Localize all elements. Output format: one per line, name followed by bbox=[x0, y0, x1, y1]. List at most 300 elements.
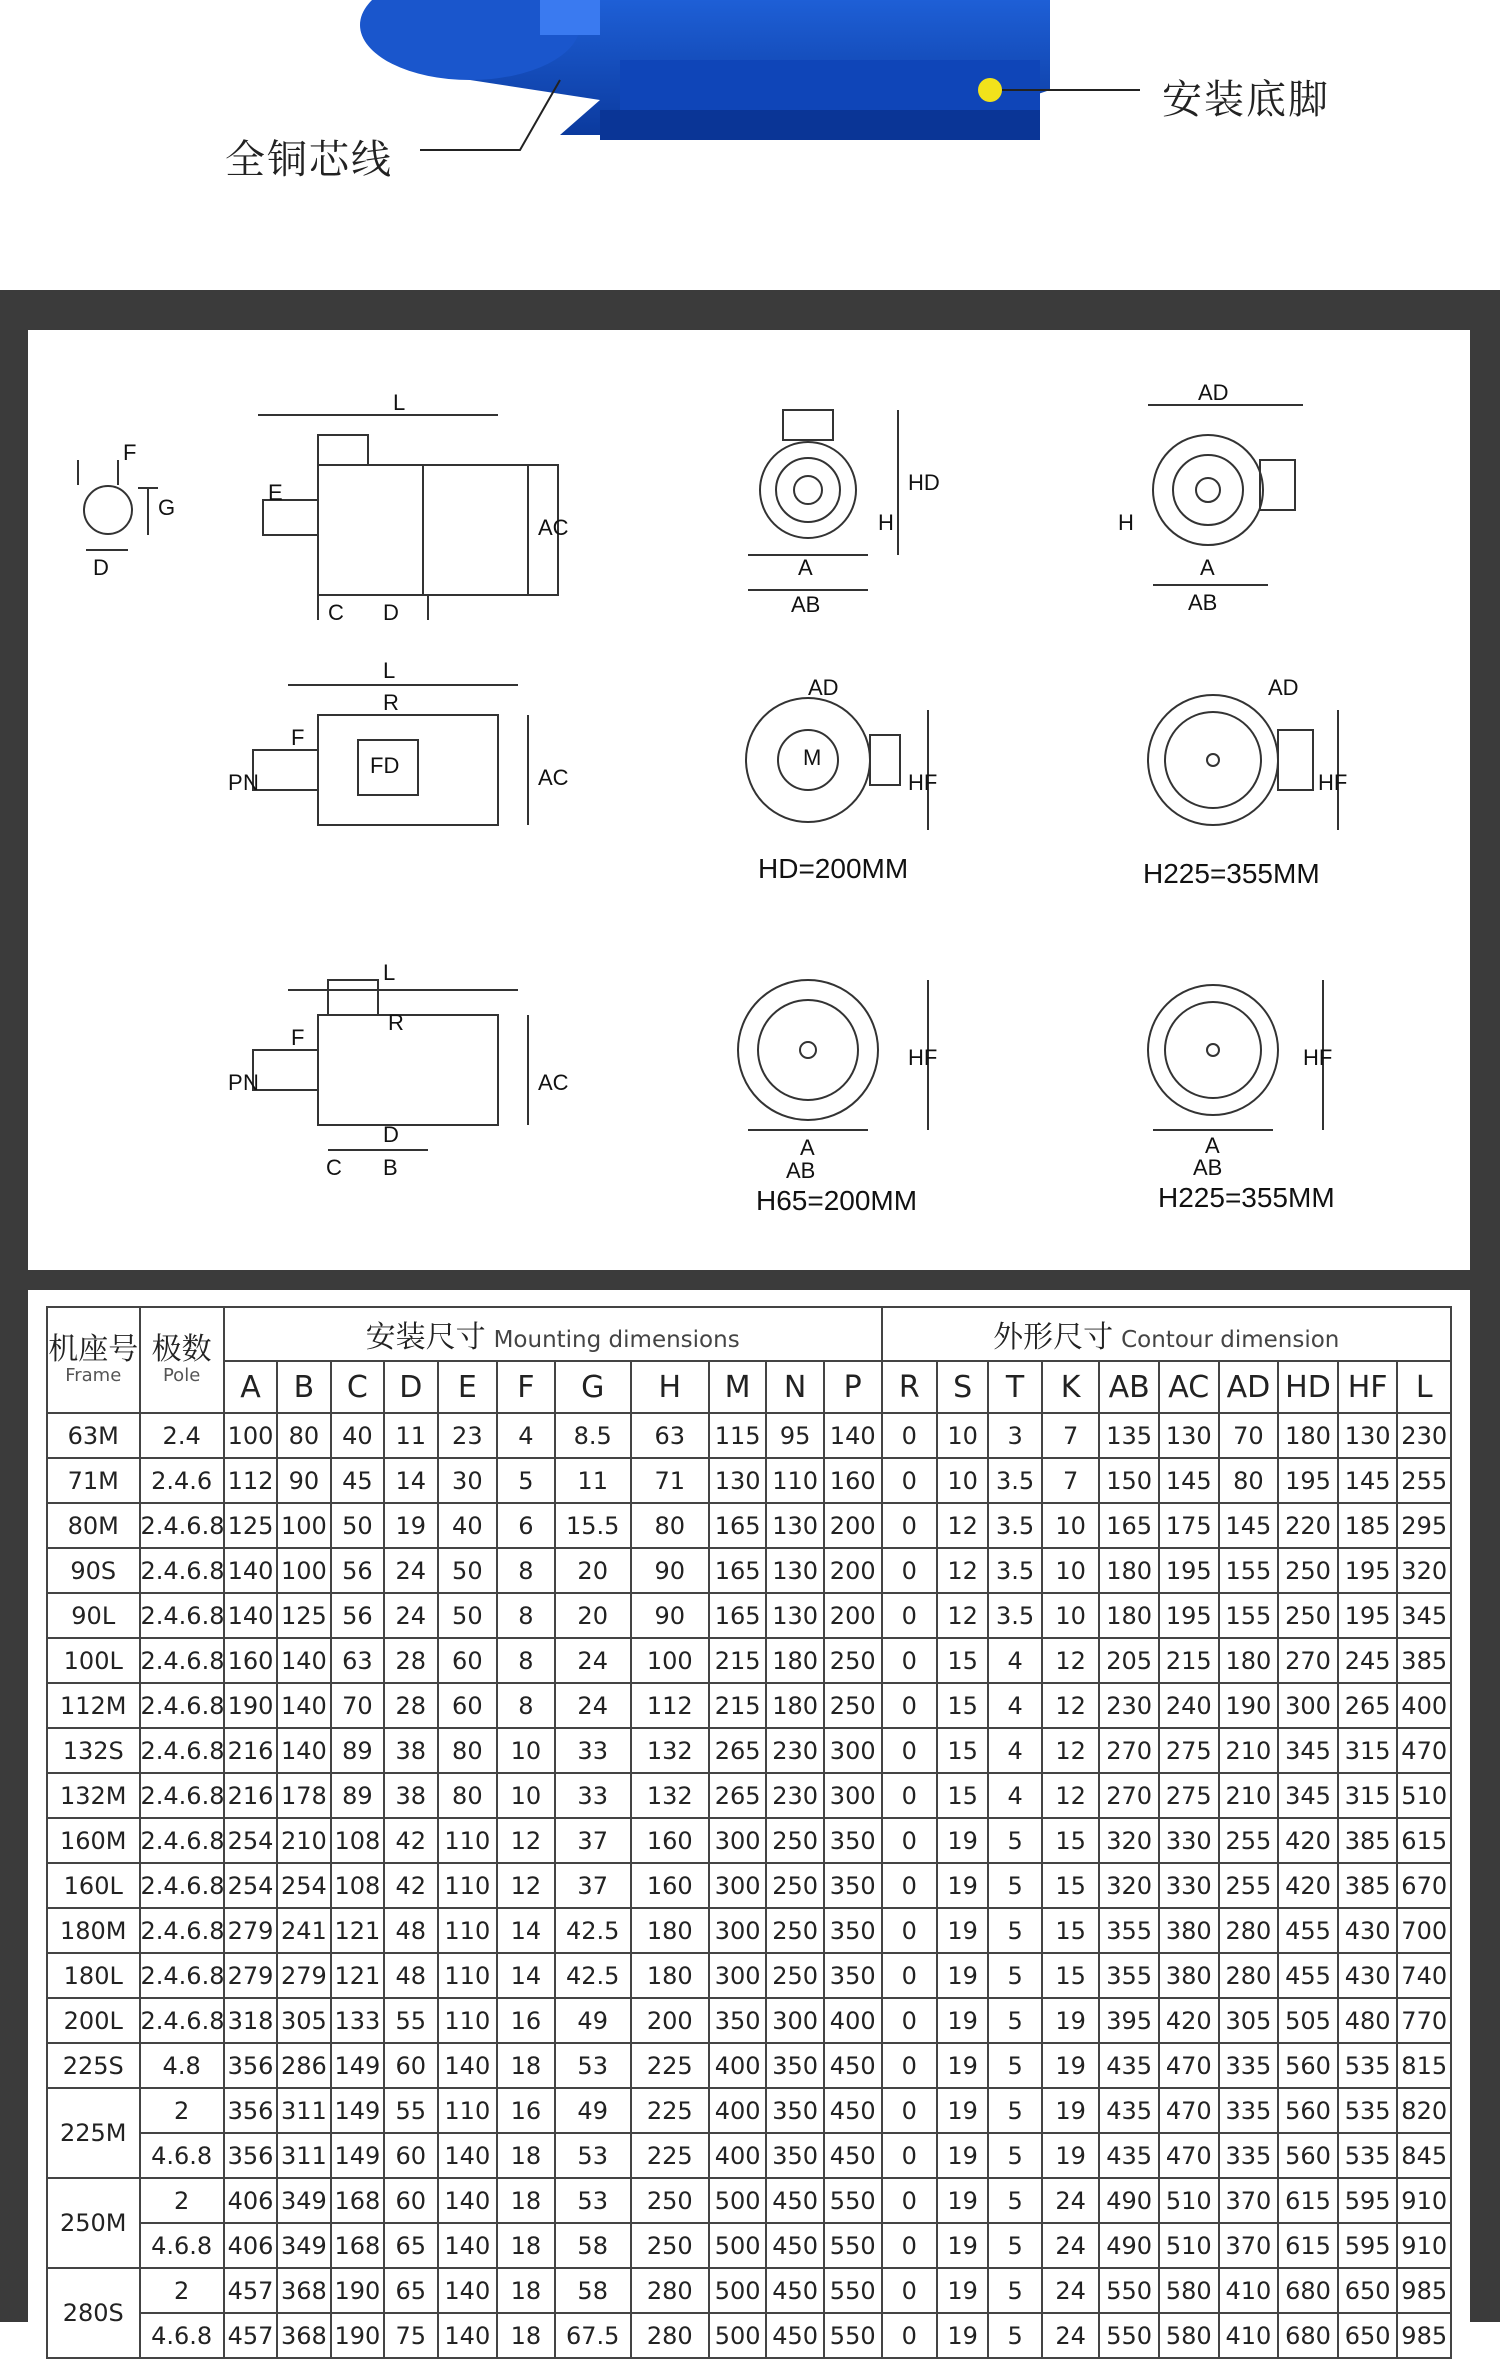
value-cell: 15 bbox=[1042, 1863, 1100, 1908]
frame-cell: 225M bbox=[47, 2088, 140, 2178]
value-cell: 28 bbox=[384, 1638, 437, 1683]
dim-C-1: C bbox=[328, 600, 344, 625]
pole-cell: 4.8 bbox=[140, 2043, 224, 2088]
value-cell: 12 bbox=[497, 1863, 555, 1908]
column-header: E bbox=[438, 1361, 498, 1413]
value-cell: 18 bbox=[497, 2313, 555, 2358]
value-cell: 490 bbox=[1099, 2223, 1159, 2268]
dim-B: B bbox=[383, 1155, 398, 1180]
dim-F: F bbox=[123, 440, 137, 465]
value-cell: 300 bbox=[709, 1953, 767, 1998]
value-cell: 16 bbox=[497, 2088, 555, 2133]
value-cell: 450 bbox=[766, 2268, 824, 2313]
value-cell: 18 bbox=[497, 2268, 555, 2313]
value-cell: 510 bbox=[1159, 2178, 1219, 2223]
value-cell: 10 bbox=[497, 1773, 555, 1818]
value-cell: 8 bbox=[497, 1548, 555, 1593]
value-cell: 315 bbox=[1338, 1773, 1398, 1818]
value-cell: 349 bbox=[277, 2178, 330, 2223]
value-cell: 100 bbox=[277, 1503, 330, 1548]
value-cell: 300 bbox=[1278, 1683, 1338, 1728]
value-cell: 0 bbox=[882, 2043, 938, 2088]
column-header: F bbox=[497, 1361, 555, 1413]
frame-cell: 90L bbox=[47, 1593, 140, 1638]
value-cell: 0 bbox=[882, 2088, 938, 2133]
value-cell: 265 bbox=[709, 1773, 767, 1818]
pole-header: 极数 Pole bbox=[140, 1307, 224, 1413]
value-cell: 108 bbox=[331, 1818, 384, 1863]
value-cell: 12 bbox=[1042, 1728, 1100, 1773]
value-cell: 110 bbox=[438, 1908, 498, 1953]
value-cell: 450 bbox=[766, 2223, 824, 2268]
value-cell: 480 bbox=[1338, 1998, 1398, 2043]
value-cell: 19 bbox=[1042, 2043, 1100, 2088]
value-cell: 335 bbox=[1219, 2043, 1279, 2088]
value-cell: 550 bbox=[824, 2313, 882, 2358]
caption-h65: H65=200MM bbox=[756, 1185, 918, 1216]
value-cell: 5 bbox=[497, 1458, 555, 1503]
value-cell: 680 bbox=[1278, 2268, 1338, 2313]
value-cell: 280 bbox=[1219, 1953, 1279, 1998]
value-cell: 700 bbox=[1397, 1908, 1451, 1953]
value-cell: 254 bbox=[224, 1863, 277, 1908]
dim-AD-1: AD bbox=[1198, 380, 1229, 405]
value-cell: 406 bbox=[224, 2223, 277, 2268]
value-cell: 140 bbox=[277, 1638, 330, 1683]
value-cell: 241 bbox=[277, 1908, 330, 1953]
value-cell: 770 bbox=[1397, 1998, 1451, 2043]
value-cell: 60 bbox=[384, 2133, 437, 2178]
value-cell: 450 bbox=[824, 2133, 882, 2178]
value-cell: 200 bbox=[824, 1548, 882, 1593]
value-cell: 80 bbox=[277, 1413, 330, 1458]
value-cell: 5 bbox=[988, 2133, 1041, 2178]
value-cell: 19 bbox=[937, 2088, 988, 2133]
value-cell: 330 bbox=[1159, 1863, 1219, 1908]
value-cell: 89 bbox=[331, 1728, 384, 1773]
dim-F-2: F bbox=[291, 725, 305, 750]
value-cell: 80 bbox=[1219, 1458, 1279, 1503]
value-cell: 15 bbox=[937, 1683, 988, 1728]
frame-cell: 112M bbox=[47, 1683, 140, 1728]
value-cell: 615 bbox=[1278, 2178, 1338, 2223]
value-cell: 205 bbox=[1099, 1638, 1159, 1683]
value-cell: 470 bbox=[1159, 2088, 1219, 2133]
value-cell: 215 bbox=[1159, 1638, 1219, 1683]
value-cell: 215 bbox=[709, 1683, 767, 1728]
dim-AB-4: AB bbox=[1193, 1155, 1223, 1180]
value-cell: 5 bbox=[988, 2043, 1041, 2088]
motor-photo-section bbox=[0, 0, 1500, 290]
value-cell: 5 bbox=[988, 1908, 1041, 1953]
value-cell: 490 bbox=[1099, 2178, 1159, 2223]
value-cell: 250 bbox=[766, 1953, 824, 1998]
value-cell: 24 bbox=[555, 1683, 631, 1728]
table-row bbox=[47, 2043, 1451, 2088]
frame-header: 机座号 Frame bbox=[47, 1307, 140, 1413]
dim-R-2: R bbox=[388, 1010, 404, 1035]
value-cell: 550 bbox=[824, 2223, 882, 2268]
pole-cell: 2.4.6.8 bbox=[140, 1818, 224, 1863]
value-cell: 110 bbox=[438, 2088, 498, 2133]
value-cell: 345 bbox=[1278, 1728, 1338, 1773]
value-cell: 53 bbox=[555, 2043, 631, 2088]
value-cell: 455 bbox=[1278, 1908, 1338, 1953]
value-cell: 356 bbox=[224, 2043, 277, 2088]
value-cell: 535 bbox=[1338, 2043, 1398, 2088]
value-cell: 355 bbox=[1099, 1908, 1159, 1953]
value-cell: 16 bbox=[497, 1998, 555, 2043]
value-cell: 0 bbox=[882, 1683, 938, 1728]
value-cell: 145 bbox=[1219, 1503, 1279, 1548]
value-cell: 215 bbox=[709, 1638, 767, 1683]
value-cell: 149 bbox=[331, 2088, 384, 2133]
value-cell: 345 bbox=[1278, 1773, 1338, 1818]
value-cell: 70 bbox=[331, 1683, 384, 1728]
value-cell: 140 bbox=[438, 2223, 498, 2268]
value-cell: 400 bbox=[824, 1998, 882, 2043]
value-cell: 0 bbox=[882, 1863, 938, 1908]
pole-cell: 2.4.6.8 bbox=[140, 1548, 224, 1593]
value-cell: 24 bbox=[1042, 2313, 1100, 2358]
value-cell: 335 bbox=[1219, 2133, 1279, 2178]
value-cell: 130 bbox=[766, 1593, 824, 1638]
value-cell: 24 bbox=[1042, 2223, 1100, 2268]
value-cell: 435 bbox=[1099, 2088, 1159, 2133]
value-cell: 455 bbox=[1278, 1953, 1338, 1998]
value-cell: 19 bbox=[1042, 2133, 1100, 2178]
value-cell: 19 bbox=[937, 2178, 988, 2223]
value-cell: 18 bbox=[497, 2133, 555, 2178]
value-cell: 300 bbox=[766, 1998, 824, 2043]
value-cell: 75 bbox=[384, 2313, 437, 2358]
value-cell: 195 bbox=[1278, 1458, 1338, 1503]
column-header: R bbox=[882, 1361, 938, 1413]
value-cell: 450 bbox=[824, 2088, 882, 2133]
value-cell: 56 bbox=[331, 1548, 384, 1593]
value-cell: 535 bbox=[1338, 2133, 1398, 2178]
value-cell: 315 bbox=[1338, 1728, 1398, 1773]
value-cell: 24 bbox=[1042, 2178, 1100, 2223]
value-cell: 410 bbox=[1219, 2313, 1279, 2358]
value-cell: 5 bbox=[988, 2313, 1041, 2358]
value-cell: 12 bbox=[1042, 1638, 1100, 1683]
value-cell: 130 bbox=[709, 1458, 767, 1503]
value-cell: 100 bbox=[631, 1638, 709, 1683]
value-cell: 200 bbox=[824, 1593, 882, 1638]
value-cell: 220 bbox=[1278, 1503, 1338, 1548]
value-cell: 42 bbox=[384, 1863, 437, 1908]
value-cell: 140 bbox=[438, 2313, 498, 2358]
value-cell: 356 bbox=[224, 2133, 277, 2178]
value-cell: 0 bbox=[882, 1503, 938, 1548]
value-cell: 19 bbox=[384, 1503, 437, 1548]
value-cell: 355 bbox=[1099, 1953, 1159, 1998]
value-cell: 110 bbox=[438, 1998, 498, 2043]
pole-cell: 2.4.6.8 bbox=[140, 1998, 224, 2043]
value-cell: 0 bbox=[882, 2133, 938, 2178]
value-cell: 845 bbox=[1397, 2133, 1451, 2178]
value-cell: 160 bbox=[824, 1458, 882, 1503]
column-header: G bbox=[555, 1361, 631, 1413]
value-cell: 450 bbox=[824, 2043, 882, 2088]
value-cell: 3.5 bbox=[988, 1548, 1041, 1593]
value-cell: 49 bbox=[555, 1998, 631, 2043]
value-cell: 615 bbox=[1397, 1818, 1451, 1863]
value-cell: 42.5 bbox=[555, 1953, 631, 1998]
value-cell: 56 bbox=[331, 1593, 384, 1638]
value-cell: 195 bbox=[1159, 1593, 1219, 1638]
value-cell: 190 bbox=[224, 1683, 277, 1728]
value-cell: 400 bbox=[1397, 1683, 1451, 1728]
table-row bbox=[47, 2268, 1451, 2313]
value-cell: 0 bbox=[882, 1548, 938, 1593]
dim-A-4: A bbox=[1205, 1133, 1220, 1158]
dim-AB-1: AB bbox=[791, 592, 821, 617]
value-cell: 58 bbox=[555, 2223, 631, 2268]
value-cell: 165 bbox=[709, 1593, 767, 1638]
value-cell: 230 bbox=[766, 1773, 824, 1818]
value-cell: 3.5 bbox=[988, 1458, 1041, 1503]
table-row bbox=[47, 2133, 1451, 2178]
value-cell: 406 bbox=[224, 2178, 277, 2223]
value-cell: 385 bbox=[1397, 1638, 1451, 1683]
caption-h225-1: H225=355MM bbox=[1143, 858, 1320, 889]
value-cell: 200 bbox=[631, 1998, 709, 2043]
value-cell: 42.5 bbox=[555, 1908, 631, 1953]
value-cell: 19 bbox=[937, 1908, 988, 1953]
value-cell: 10 bbox=[497, 1728, 555, 1773]
dim-L-2: L bbox=[383, 658, 396, 683]
value-cell: 500 bbox=[709, 2313, 767, 2358]
value-cell: 305 bbox=[277, 1998, 330, 2043]
value-cell: 100 bbox=[277, 1548, 330, 1593]
value-cell: 53 bbox=[555, 2133, 631, 2178]
value-cell: 216 bbox=[224, 1773, 277, 1818]
value-cell: 175 bbox=[1159, 1503, 1219, 1548]
value-cell: 50 bbox=[438, 1548, 498, 1593]
table-row bbox=[47, 1863, 1451, 1908]
value-cell: 420 bbox=[1159, 1998, 1219, 2043]
pole-cell: 2.4.6.8 bbox=[140, 1773, 224, 1818]
dim-D-1: D bbox=[383, 600, 399, 625]
value-cell: 180 bbox=[1099, 1593, 1159, 1638]
value-cell: 250 bbox=[1278, 1593, 1338, 1638]
value-cell: 24 bbox=[555, 1638, 631, 1683]
value-cell: 48 bbox=[384, 1908, 437, 1953]
value-cell: 300 bbox=[709, 1818, 767, 1863]
column-header-row bbox=[47, 1361, 1451, 1413]
value-cell: 71 bbox=[631, 1458, 709, 1503]
value-cell: 19 bbox=[1042, 1998, 1100, 2043]
value-cell: 250 bbox=[766, 1818, 824, 1863]
value-cell: 19 bbox=[937, 2268, 988, 2313]
column-header: T bbox=[988, 1361, 1041, 1413]
value-cell: 330 bbox=[1159, 1818, 1219, 1863]
value-cell: 112 bbox=[631, 1683, 709, 1728]
frame-cell: 250M bbox=[47, 2178, 140, 2268]
value-cell: 60 bbox=[384, 2178, 437, 2223]
value-cell: 112 bbox=[224, 1458, 277, 1503]
value-cell: 80 bbox=[631, 1503, 709, 1548]
value-cell: 55 bbox=[384, 1998, 437, 2043]
value-cell: 19 bbox=[937, 1863, 988, 1908]
value-cell: 178 bbox=[277, 1773, 330, 1818]
value-cell: 135 bbox=[1099, 1413, 1159, 1458]
value-cell: 595 bbox=[1338, 2223, 1398, 2268]
value-cell: 90 bbox=[277, 1458, 330, 1503]
value-cell: 15 bbox=[1042, 1818, 1100, 1863]
value-cell: 230 bbox=[766, 1728, 824, 1773]
value-cell: 550 bbox=[1099, 2268, 1159, 2313]
value-cell: 5 bbox=[988, 1818, 1041, 1863]
pole-cell: 2 bbox=[140, 2268, 224, 2313]
table-row bbox=[47, 1503, 1451, 1548]
value-cell: 350 bbox=[824, 1863, 882, 1908]
value-cell: 10 bbox=[937, 1458, 988, 1503]
value-cell: 24 bbox=[1042, 2268, 1100, 2313]
table-row bbox=[47, 1908, 1451, 1953]
pole-cell: 2.4.6.8 bbox=[140, 1863, 224, 1908]
value-cell: 65 bbox=[384, 2223, 437, 2268]
value-cell: 110 bbox=[438, 1953, 498, 1998]
dim-FD: FD bbox=[370, 753, 400, 778]
value-cell: 254 bbox=[277, 1863, 330, 1908]
value-cell: 121 bbox=[331, 1953, 384, 1998]
value-cell: 345 bbox=[1397, 1593, 1451, 1638]
value-cell: 140 bbox=[438, 2268, 498, 2313]
value-cell: 180 bbox=[631, 1908, 709, 1953]
column-header: C bbox=[331, 1361, 384, 1413]
value-cell: 510 bbox=[1397, 1773, 1451, 1818]
dimension-table bbox=[46, 1306, 1452, 2359]
value-cell: 0 bbox=[882, 1593, 938, 1638]
value-cell: 0 bbox=[882, 1458, 938, 1503]
value-cell: 320 bbox=[1099, 1818, 1159, 1863]
dim-R-1: R bbox=[383, 690, 399, 715]
dim-AC-1: AC bbox=[538, 515, 569, 540]
value-cell: 380 bbox=[1159, 1908, 1219, 1953]
dim-HF-4: HF bbox=[1303, 1045, 1333, 1070]
value-cell: 270 bbox=[1099, 1773, 1159, 1818]
value-cell: 450 bbox=[766, 2313, 824, 2358]
value-cell: 37 bbox=[555, 1818, 631, 1863]
value-cell: 15.5 bbox=[555, 1503, 631, 1548]
value-cell: 168 bbox=[331, 2223, 384, 2268]
value-cell: 195 bbox=[1338, 1548, 1398, 1593]
value-cell: 0 bbox=[882, 1818, 938, 1863]
value-cell: 0 bbox=[882, 1413, 938, 1458]
pole-cell: 4.6.8 bbox=[140, 2133, 224, 2178]
value-cell: 650 bbox=[1338, 2313, 1398, 2358]
value-cell: 210 bbox=[1219, 1728, 1279, 1773]
frame-cell: 200L bbox=[47, 1998, 140, 2043]
value-cell: 115 bbox=[709, 1413, 767, 1458]
caption-hd200: HD=200MM bbox=[758, 853, 909, 884]
value-cell: 0 bbox=[882, 1638, 938, 1683]
value-cell: 28 bbox=[384, 1683, 437, 1728]
value-cell: 255 bbox=[1219, 1863, 1279, 1908]
value-cell: 53 bbox=[555, 2178, 631, 2223]
frame-cell: 132M bbox=[47, 1773, 140, 1818]
value-cell: 70 bbox=[1219, 1413, 1279, 1458]
value-cell: 19 bbox=[937, 1998, 988, 2043]
value-cell: 67.5 bbox=[555, 2313, 631, 2358]
value-cell: 8 bbox=[497, 1638, 555, 1683]
value-cell: 5 bbox=[988, 1863, 1041, 1908]
copper-wire-label: 全铜芯线 bbox=[225, 137, 393, 183]
value-cell: 14 bbox=[384, 1458, 437, 1503]
column-header: K bbox=[1042, 1361, 1100, 1413]
table-row bbox=[47, 1548, 1451, 1593]
value-cell: 265 bbox=[1338, 1683, 1398, 1728]
value-cell: 38 bbox=[384, 1728, 437, 1773]
value-cell: 12 bbox=[497, 1818, 555, 1863]
value-cell: 63 bbox=[331, 1638, 384, 1683]
value-cell: 6 bbox=[497, 1503, 555, 1548]
dimension-table-panel bbox=[28, 1290, 1470, 2350]
value-cell: 121 bbox=[331, 1908, 384, 1953]
value-cell: 140 bbox=[438, 2178, 498, 2223]
value-cell: 279 bbox=[224, 1908, 277, 1953]
value-cell: 42 bbox=[384, 1818, 437, 1863]
value-cell: 180 bbox=[1219, 1638, 1279, 1683]
value-cell: 155 bbox=[1219, 1593, 1279, 1638]
value-cell: 500 bbox=[709, 2178, 767, 2223]
value-cell: 430 bbox=[1338, 1908, 1398, 1953]
value-cell: 19 bbox=[937, 2313, 988, 2358]
value-cell: 395 bbox=[1099, 1998, 1159, 2043]
value-cell: 380 bbox=[1159, 1953, 1219, 1998]
value-cell: 48 bbox=[384, 1953, 437, 1998]
value-cell: 5 bbox=[988, 2268, 1041, 2313]
dim-P-2: P bbox=[228, 1070, 243, 1095]
value-cell: 670 bbox=[1397, 1863, 1451, 1908]
value-cell: 19 bbox=[1042, 2088, 1100, 2133]
value-cell: 311 bbox=[277, 2133, 330, 2178]
pole-cell: 2.4.6.8 bbox=[140, 1953, 224, 1998]
value-cell: 60 bbox=[384, 2043, 437, 2088]
value-cell: 160 bbox=[224, 1638, 277, 1683]
value-cell: 11 bbox=[384, 1413, 437, 1458]
value-cell: 210 bbox=[277, 1818, 330, 1863]
value-cell: 650 bbox=[1338, 2268, 1398, 2313]
value-cell: 350 bbox=[824, 1818, 882, 1863]
pole-cell: 2.4.6.8 bbox=[140, 1728, 224, 1773]
value-cell: 180 bbox=[1099, 1548, 1159, 1593]
value-cell: 38 bbox=[384, 1773, 437, 1818]
value-cell: 270 bbox=[1278, 1638, 1338, 1683]
value-cell: 80 bbox=[438, 1773, 498, 1818]
table-row bbox=[47, 1953, 1451, 1998]
value-cell: 130 bbox=[766, 1548, 824, 1593]
dim-AC-3: AC bbox=[538, 1070, 569, 1095]
value-cell: 33 bbox=[555, 1773, 631, 1818]
value-cell: 430 bbox=[1338, 1953, 1398, 1998]
value-cell: 225 bbox=[631, 2088, 709, 2133]
dimension-table-body bbox=[47, 1413, 1451, 2358]
value-cell: 90 bbox=[631, 1593, 709, 1638]
value-cell: 80 bbox=[438, 1728, 498, 1773]
value-cell: 435 bbox=[1099, 2043, 1159, 2088]
value-cell: 3.5 bbox=[988, 1593, 1041, 1638]
frame-cell: 132S bbox=[47, 1728, 140, 1773]
dim-AB-3: AB bbox=[786, 1158, 816, 1183]
value-cell: 45 bbox=[331, 1458, 384, 1503]
value-cell: 65 bbox=[384, 2268, 437, 2313]
value-cell: 4 bbox=[497, 1413, 555, 1458]
frame-cell: 180M bbox=[47, 1908, 140, 1953]
